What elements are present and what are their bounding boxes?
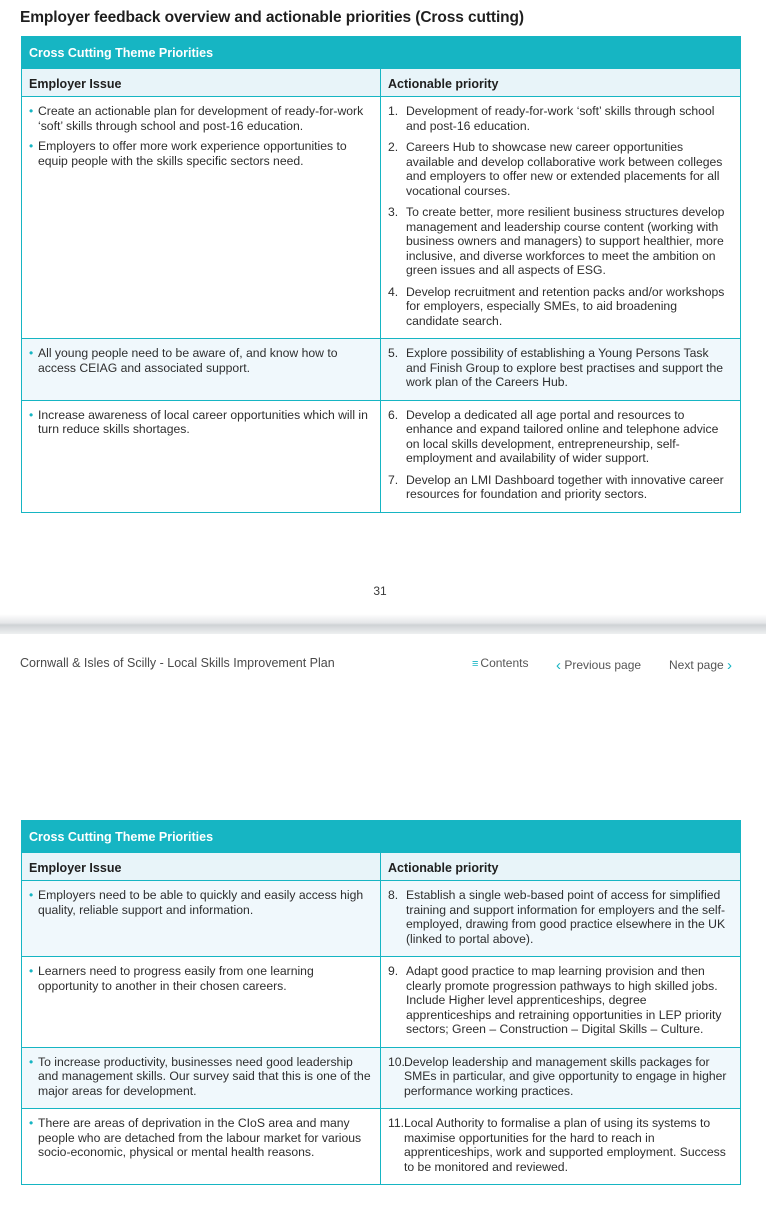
priority-item: 11. Local Authority to formalise a plan of using its systems to maximise opportunities for the hard to reach in apprenticeships, work and supported employment. Success to be monitored and reviewed. <box>388 1116 726 1174</box>
priority-item: 1. Development of ready-for-work ‘soft’ skills through school and post-16 education. <box>388 104 715 133</box>
priorities-table-2 <box>21 820 741 1185</box>
table-row <box>22 339 740 401</box>
column-header-employer-issue: Employer Issue <box>22 853 381 880</box>
document-title: Cornwall & Isles of Scilly - Local Skills Improvement Plan <box>20 656 335 670</box>
issue-item: • Employers to offer more work experience opportunities to equip people with the skills specific sectors need. <box>29 139 347 168</box>
bullet-icon: • <box>29 1054 34 1069</box>
priority-item: 7. Develop an LMI Dashboard together with innovative career resources for foundation and priority sectors. <box>388 472 724 501</box>
bullet-icon: • <box>29 407 34 422</box>
table-row <box>22 401 740 512</box>
table-banner: Cross Cutting Theme Priorities <box>22 37 740 68</box>
bullet-icon: • <box>29 104 34 118</box>
previous-page-link[interactable]: ‹ Previous page <box>556 657 642 674</box>
page-divider <box>0 614 766 634</box>
bullet-icon: • <box>29 346 34 360</box>
page-heading: Employer feedback overview and actionable priorities (Cross cutting) <box>20 9 524 26</box>
actionable-priority-cell <box>381 97 740 338</box>
employer-issue-cell <box>22 1048 381 1109</box>
employer-issue-cell <box>22 401 381 512</box>
issue-item: • There are areas of deprivation in the CIoS area and many people who are detached from the labour market for various socio-economic, physical or mental health reasons. <box>29 1116 362 1159</box>
priority-item: 8. Establish a single web-based point of access for simplified training and support information for employers and the self-employed, drawing from good practice elsewhere in the UK (linked to portal above). <box>388 888 726 946</box>
bullet-icon: • <box>29 139 34 153</box>
table-banner: Cross Cutting Theme Priorities <box>22 821 740 852</box>
actionable-priority-cell <box>381 1109 740 1184</box>
employer-issue-cell <box>22 957 381 1047</box>
chevron-right-icon: › <box>727 657 733 674</box>
priorities-table-1 <box>21 36 741 513</box>
issue-item: • All young people need to be aware of, and know how to access CEIAG and associated support. <box>29 346 338 375</box>
column-header-actionable-priority: Actionable priority <box>388 77 499 91</box>
employer-issue-cell <box>22 1109 381 1184</box>
issue-item: • Employers need to be able to quickly and easily access high quality, reliable support and information. <box>29 888 364 917</box>
bullet-icon: • <box>29 888 34 902</box>
menu-icon: ≡ <box>472 658 479 670</box>
employer-issue-cell <box>22 881 381 956</box>
issue-item: • Learners need to progress easily from one learning opportunity to another in their chosen careers. <box>29 964 314 993</box>
priority-item: 9. Adapt good practice to map learning provision and then clearly promote progression pathways to high skilled jobs. Include Higher level apprenticeships, degree apprenticeships and retraining opportunities in LEP priority sectors; Green – Construction – Digital Skills – Culture. <box>388 964 722 1036</box>
chevron-left-icon: ‹ <box>556 657 561 674</box>
column-header-actionable-priority: Actionable priority <box>388 861 499 875</box>
bullet-icon: • <box>29 1116 34 1130</box>
priority-item: 10. Develop leadership and management skills packages for SMEs in particular, and give opportunity to engage in higher performance working practices. <box>388 1054 727 1098</box>
table-header-row <box>22 68 740 97</box>
table-row <box>22 881 740 957</box>
page-number: 31 <box>373 584 387 598</box>
table-row <box>22 97 740 339</box>
priority-item: 6. Develop a dedicated all age portal and resources to enhance and expand tailored online and telephone advice on local skills development, entrepreneurship, self-employment and availability of wider support. <box>388 407 719 465</box>
table-row <box>22 957 740 1048</box>
priority-item: 5. Explore possibility of establishing a Young Persons Task and Finish Group to explore best practises and support the work plan of the Careers Hub. <box>388 346 724 389</box>
actionable-priority-cell <box>381 401 740 512</box>
issue-item: • Increase awareness of local career opportunities which will in turn reduce skills shortages. <box>29 407 368 436</box>
employer-issue-cell <box>22 339 381 400</box>
issue-item: • Create an actionable plan for development of ready-for-work ‘soft’ skills through school and post-16 education. <box>29 104 364 133</box>
issue-item: • To increase productivity, businesses need good leadership and management skills. Our survey said that this is one of the major areas for development. <box>29 1054 371 1098</box>
actionable-priority-cell <box>381 339 740 400</box>
actionable-priority-cell <box>381 1048 740 1109</box>
actionable-priority-cell <box>381 957 740 1047</box>
employer-issue-cell <box>22 97 381 338</box>
table-row <box>22 1048 740 1110</box>
table-header-row <box>22 852 740 881</box>
table-row <box>22 1109 740 1184</box>
actionable-priority-cell <box>381 881 740 956</box>
column-header-employer-issue: Employer Issue <box>22 69 381 96</box>
priority-item: 3. To create better, more resilient business structures develop management and leadership course content (working with business owners and managers) to support healthier, more inclusive, and diverse workforces to meet the ambition on green issues and all aspects of ESG. <box>388 205 725 277</box>
bullet-icon: • <box>29 964 34 978</box>
priority-item: 2. Careers Hub to showcase new career opportunities available and develop collaborative work between colleges and employers to offer new or extended placements for all vocational courses. <box>388 140 723 198</box>
next-page-link[interactable]: Next page › <box>669 657 733 674</box>
contents-link[interactable]: ≡ Contents <box>472 656 529 670</box>
priority-item: 4. Develop recruitment and retention packs and/or workshops for employers, especially SMEs, to aid broadening candidate search. <box>388 284 725 328</box>
